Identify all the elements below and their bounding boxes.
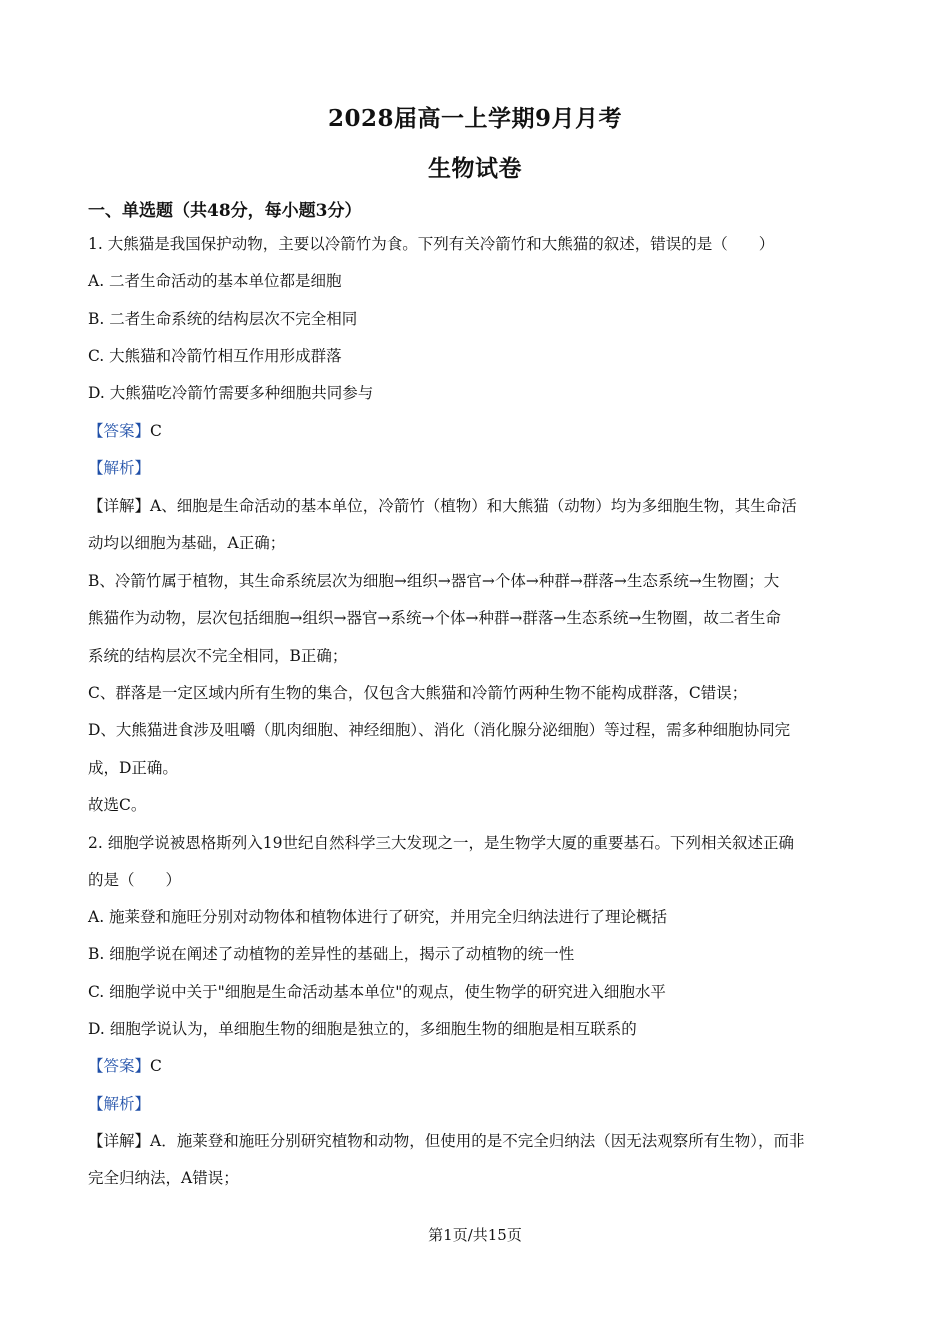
q1-stem: 1. 大熊猫是我国保护动物，主要以冷箭竹为食。下列有关冷箭竹和大熊猫的叙述，错误的是（ ）	[88, 235, 775, 253]
exam-title: 2028届高一上学期9月月考	[327, 105, 623, 132]
answer-tag: 【答案】	[88, 422, 151, 440]
q2-stem-line-1: 2. 细胞学说被恩格斯列入19世纪自然科学三大发现之一，是生物学大厦的重要基石。下列相关叙述正确	[88, 834, 794, 852]
q1-detail-line-4: 熊猫作为动物，层次包括细胞→组织→器官→系统→个体→种群→群落→生态系统→生物圈，故二者生命	[88, 609, 781, 627]
page-footer: 第1页/共15页	[428, 1226, 522, 1244]
q1-detail-line-6: C、群落是一定区域内所有生物的集合，仅包含大熊猫和冷箭竹两种生物不能构成群落，C错误；	[88, 684, 748, 702]
q1-detail-text-1: A、细胞是生命活动的基本单位，冷箭竹（植物）和大熊猫（动物）均为多细胞生物，其生命活	[150, 497, 797, 515]
q1-analysis-tag	[88, 458, 863, 478]
analysis-tag: 【解析】	[88, 1095, 151, 1113]
q1-option-d: D. 大熊猫吃冷箭竹需要多种细胞共同参与	[88, 384, 374, 402]
q1-option-b: B. 二者生命系统的结构层次不完全相同	[88, 310, 358, 328]
q1-detail-line-2: 动均以细胞为基础，A正确；	[88, 534, 286, 552]
q1-conclusion: 故选C。	[88, 796, 147, 814]
exam-subtitle: 生物试卷	[428, 155, 522, 182]
q1-detail-line-5: 系统的结构层次不完全相同，B正确；	[88, 647, 348, 665]
section-heading: 一、单选题（共48分，每小题3分）	[88, 201, 362, 221]
answer-tag: 【答案】	[88, 1057, 151, 1075]
detail-tag: 【详解】	[88, 1132, 151, 1150]
q1-answer-line	[88, 421, 863, 441]
q2-option-d: D. 细胞学说认为，单细胞生物的细胞是独立的，多细胞生物的细胞是相互联系的	[88, 1020, 637, 1038]
q1-detail-line-7: D、大熊猫进食涉及咀嚼（肌肉细胞、神经细胞）、消化（消化腺分泌细胞）等过程，需多种细胞协同完	[88, 721, 791, 739]
q2-detail-line-2: 完全归纳法，A错误；	[88, 1169, 239, 1187]
q1-detail-line-3: B、冷箭竹属于植物，其生命系统层次为细胞→组织→器官→个体→种群→群落→生态系统→生物圈；大	[88, 572, 780, 590]
q2-option-b: B. 细胞学说在阐述了动植物的差异性的基础上，揭示了动植物的统一性	[88, 945, 575, 963]
q1-detail-line-1	[88, 496, 863, 516]
analysis-tag: 【解析】	[88, 459, 151, 477]
q2-stem-line-2: 的是（ ）	[88, 871, 182, 889]
q2-option-c: C. 细胞学说中关于"细胞是生命活动基本单位"的观点，使生物学的研究进入细胞水平	[88, 983, 666, 1001]
q2-answer-line	[88, 1056, 863, 1076]
q2-analysis-tag	[88, 1094, 863, 1114]
q1-detail-line-8: 成，D正确。	[88, 759, 178, 777]
q2-detail-line-1	[88, 1131, 863, 1151]
q1-answer: C	[150, 422, 162, 440]
q1-option-c: C. 大熊猫和冷箭竹相互作用形成群落	[88, 347, 342, 365]
q1-option-a: A. 二者生命活动的基本单位都是细胞	[88, 272, 342, 290]
q2-option-a: A. 施莱登和施旺分别对动物体和植物体进行了研究，并用完全归纳法进行了理论概括	[88, 908, 668, 926]
detail-tag: 【详解】	[88, 497, 151, 515]
q2-answer: C	[150, 1057, 162, 1075]
q2-detail-text-1: A．施莱登和施旺分别研究植物和动物，但使用的是不完全归纳法（因无法观察所有生物），而非	[150, 1132, 805, 1150]
